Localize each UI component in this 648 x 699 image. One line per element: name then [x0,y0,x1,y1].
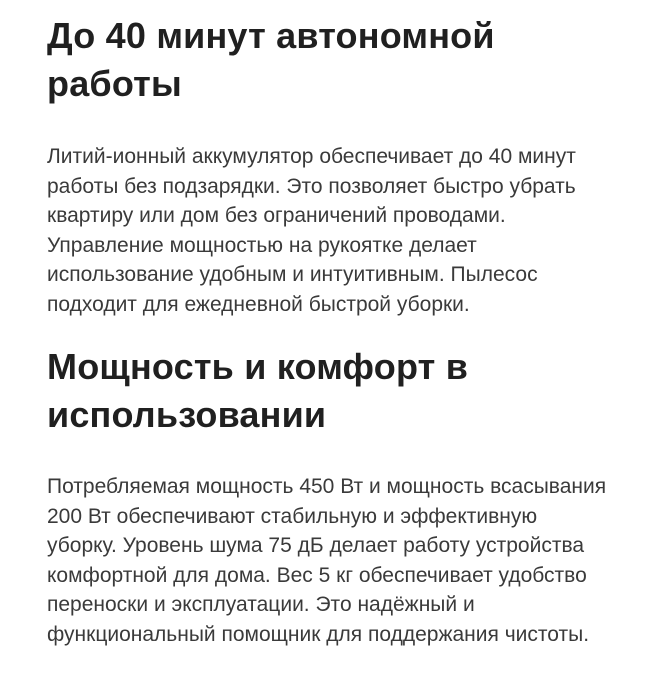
section-power-comfort [47,343,608,649]
section-battery-life [47,12,608,319]
section-text-power-comfort: Потребляемая мощность 450 Вт и мощность всасывания 200 Вт обеспечивают стабильную и эффективную уборку. Уровень шума 75 дБ делает работу устройства комфортной для дома. Вес 5 кг обеспечивает удобство переноски и эксплуатации. Это надёжный и функциональный помощник для поддержания чистоты. [47,475,607,646]
section-title-battery-life: До 40 минут автономной работы [47,15,495,104]
section-title-power-comfort: Мощность и комфорт в использовании [47,346,469,435]
section-text-battery-life: Литий-ионный аккумулятор обеспечивает до 40 минут работы без подзарядки. Это позволяет быстро убрать квартиру или дом без ограничений проводами. Управление мощностью на рукоятке делает использование удобным и интуитивным. Пылесос подходит для ежедневной быстрой уборки. [47,145,576,316]
